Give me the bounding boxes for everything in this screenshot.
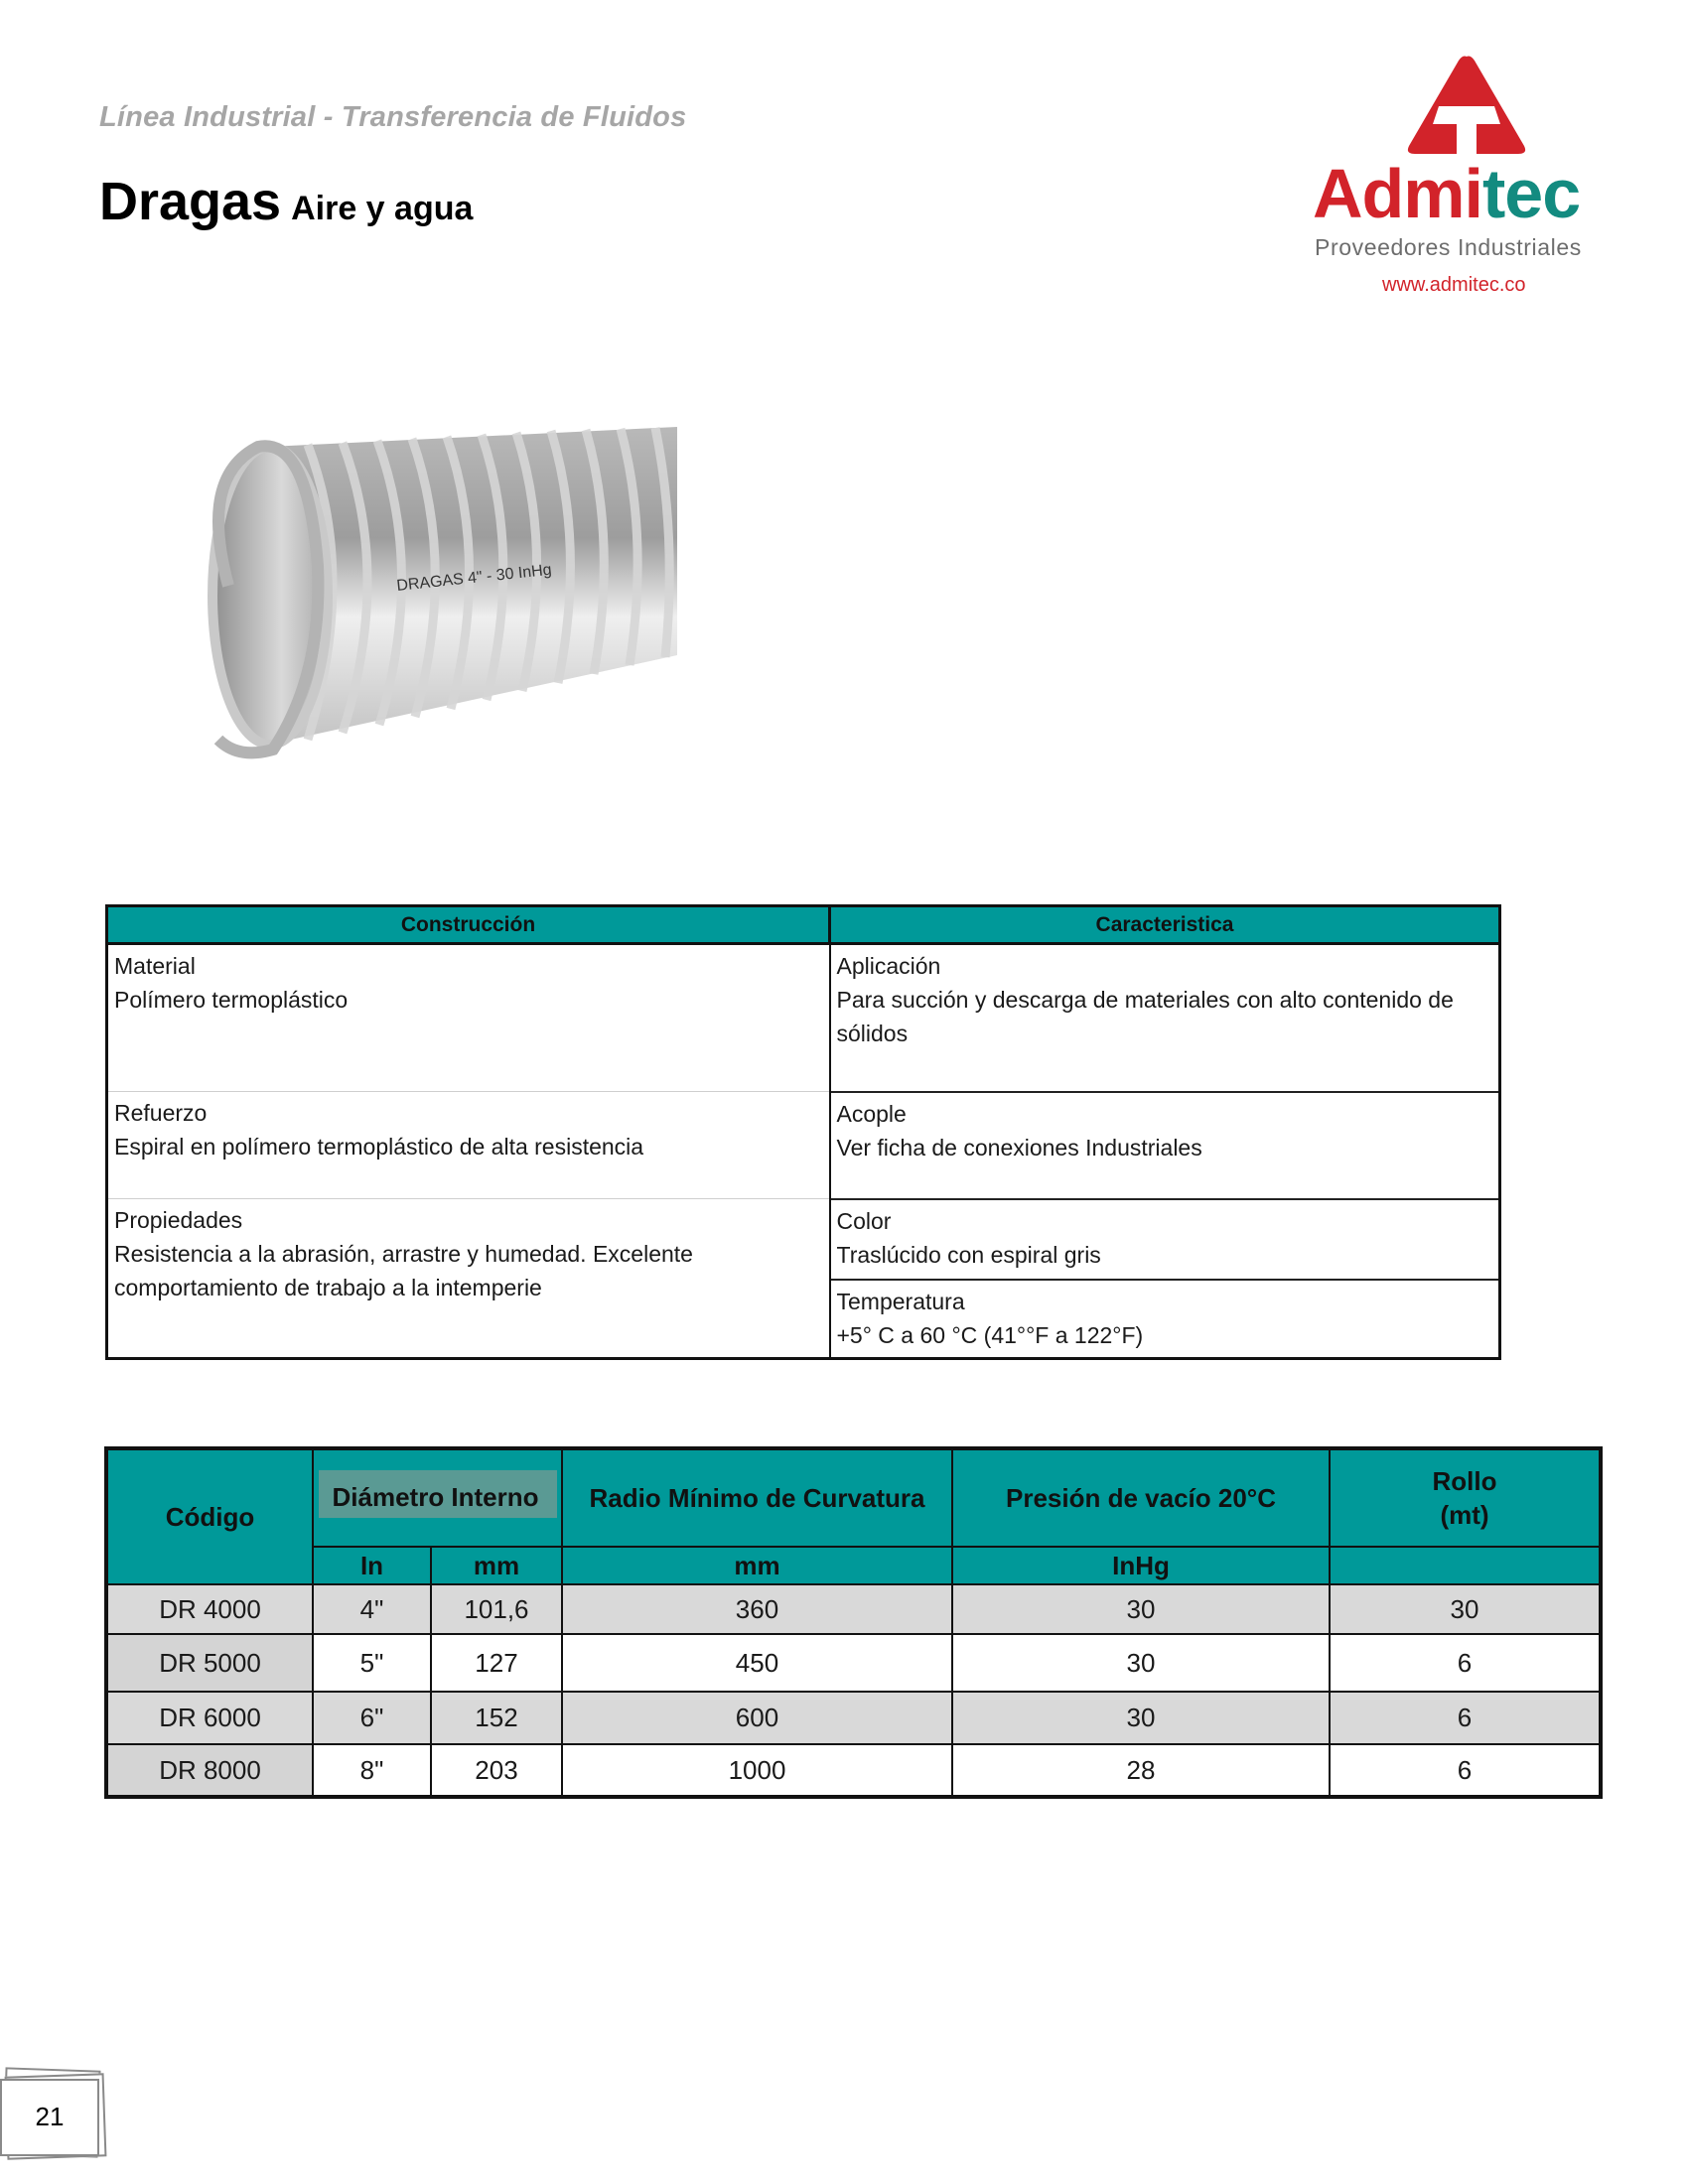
- cell-rollo: 6: [1330, 1744, 1601, 1797]
- cell-in: 5": [313, 1634, 431, 1692]
- table-row: [106, 1744, 1601, 1797]
- cell-mm: 101,6: [431, 1584, 562, 1634]
- spec-label: Material: [114, 953, 196, 979]
- product-table: [104, 1446, 1603, 1799]
- page-number: 21: [35, 2102, 65, 2131]
- diametro-label: Diámetro Interno: [319, 1470, 557, 1518]
- spec-value: Polímero termoplástico: [114, 987, 349, 1013]
- cell-mm: 203: [431, 1744, 562, 1797]
- cell-codigo: DR 4000: [106, 1584, 313, 1634]
- table-row: [106, 1692, 1601, 1744]
- cell-presion: 30: [952, 1692, 1330, 1744]
- spec-value: +5° C a 60 °C (41°°F a 122°F): [836, 1321, 1144, 1348]
- logo-wordmark: [1313, 155, 1581, 232]
- logo-word-teal: tec: [1482, 155, 1581, 232]
- spec-value: Para succión y descarga de materiales con alto contenido de sólidos: [836, 987, 1454, 1046]
- cell-radio: 360: [562, 1584, 952, 1634]
- logo-tagline: Proveedores Industriales: [1315, 234, 1582, 260]
- hose-image: [159, 417, 685, 774]
- col-header-radio: Radio Mínimo de Curvatura: [562, 1448, 952, 1547]
- cell-presion: 28: [952, 1744, 1330, 1797]
- spec-label: Aplicación: [836, 953, 941, 979]
- spec-value: Resistencia a la abrasión, arrastre y humedad. Excelente comportamiento de trabajo a la intemperie: [114, 1241, 693, 1300]
- table-row: [106, 1634, 1601, 1692]
- cell-rollo: 30: [1330, 1584, 1601, 1634]
- cell-in: 6": [313, 1692, 431, 1744]
- col-header-codigo: Código: [106, 1448, 313, 1584]
- hose-label: DRAGAS 4" - 30 InHg: [395, 561, 553, 595]
- cell-codigo: DR 5000: [106, 1634, 313, 1692]
- unit-in: In: [313, 1547, 431, 1584]
- page-number-box: [0, 2073, 111, 2160]
- spec-temperatura: [830, 1280, 1500, 1359]
- website-link[interactable]: www.admitec.co: [1382, 274, 1526, 296]
- page-title: [99, 171, 473, 232]
- cell-radio: 600: [562, 1692, 952, 1744]
- specs-table: [105, 904, 1501, 1360]
- rollo-line2: (mt): [1440, 1500, 1489, 1530]
- spec-value: Ver ficha de conexiones Industriales: [836, 1134, 1202, 1160]
- table-row: [106, 1584, 1601, 1634]
- cell-codigo: DR 8000: [106, 1744, 313, 1797]
- spec-aplicacion: [830, 944, 1500, 1092]
- cell-presion: 30: [952, 1634, 1330, 1692]
- spec-propiedades: [107, 1199, 830, 1359]
- cell-rollo: 6: [1330, 1692, 1601, 1744]
- cell-rollo: 6: [1330, 1634, 1601, 1692]
- cell-in: 4": [313, 1584, 431, 1634]
- cell-mm: 127: [431, 1634, 562, 1692]
- spec-value: Traslúcido con espiral gris: [836, 1241, 1101, 1268]
- product-subtitle: Aire y agua: [291, 190, 474, 227]
- spec-refuerzo: [107, 1092, 830, 1199]
- spec-label: Propiedades: [114, 1207, 243, 1233]
- unit-presion: InHg: [952, 1547, 1330, 1584]
- col-header-presion: Presión de vacío 20°C: [952, 1448, 1330, 1547]
- col-header-diametro: [313, 1448, 562, 1547]
- cell-radio: 1000: [562, 1744, 952, 1797]
- cell-codigo: DR 6000: [106, 1692, 313, 1744]
- cell-radio: 450: [562, 1634, 952, 1692]
- spec-label: Color: [836, 1207, 892, 1234]
- spec-label: Acople: [836, 1100, 907, 1127]
- unit-radio: mm: [562, 1547, 952, 1584]
- section-heading: Línea Industrial - Transferencia de Fluidos: [99, 101, 687, 133]
- spec-color: [830, 1199, 1500, 1280]
- spec-acople: [830, 1092, 1500, 1199]
- spec-label: Temperatura: [836, 1288, 965, 1314]
- logo-word-red: Admi: [1313, 155, 1482, 232]
- cell-mm: 152: [431, 1692, 562, 1744]
- spec-label: Refuerzo: [114, 1100, 208, 1126]
- admitec-logo: [1301, 50, 1618, 308]
- spec-material: [107, 944, 830, 1092]
- header-construccion: Construcción: [107, 906, 830, 944]
- unit-rollo: [1330, 1547, 1601, 1584]
- cell-in: 8": [313, 1744, 431, 1797]
- col-header-rollo: [1330, 1448, 1601, 1547]
- spec-value: Espiral en polímero termoplástico de alta resistencia: [114, 1134, 644, 1160]
- logo-triangle-icon: [1405, 55, 1528, 158]
- cell-presion: 30: [952, 1584, 1330, 1634]
- product-name: Dragas: [99, 172, 282, 231]
- unit-mm: mm: [431, 1547, 562, 1584]
- header-caracteristica: Caracteristica: [830, 906, 1500, 944]
- rollo-line1: Rollo: [1432, 1466, 1497, 1496]
